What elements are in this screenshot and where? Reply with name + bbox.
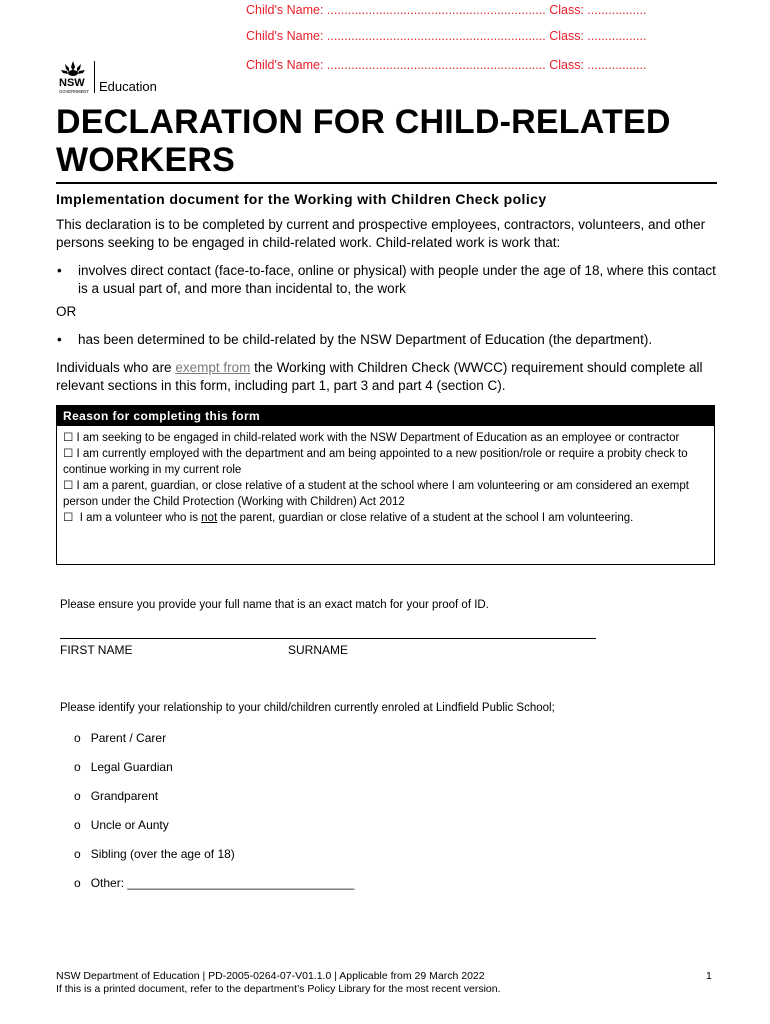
relationship-option-sibling[interactable]: o Sibling (over the age of 18) [74, 847, 235, 861]
relationship-prompt: Please identify your relationship to your child/children currently enroled at Lindfield Public School; [60, 702, 555, 714]
checkbox-icon[interactable]: ☐ [63, 480, 74, 492]
radio-circle-icon: o [74, 731, 81, 745]
title-divider [56, 182, 717, 184]
radio-circle-icon: o [74, 789, 81, 803]
relationship-option-other[interactable]: o Other: __________________________________ [74, 876, 355, 890]
reason-option-parent-guardian[interactable]: ☐ I am a parent, guardian, or close relative of a student at the school where I am volunteering or am considered an exempt person under the Child Protection (Working with Children) Act 2012 [63, 480, 689, 508]
bullet-marker: • [57, 263, 62, 278]
page-number: 1 [706, 970, 712, 982]
relationship-option-parent[interactable]: o Parent / Carer [74, 731, 167, 745]
checkbox-icon[interactable]: ☐ [63, 432, 74, 444]
relationship-option-uncle-aunty[interactable]: o Uncle or Aunty [74, 818, 169, 832]
reason-option-current-employee[interactable]: ☐ I am currently employed with the department and am being appointed to a new position/role or require a probity check to continue working in my current role [63, 448, 688, 476]
name-instruction: Please ensure you provide your full name that is an exact match for your proof of ID. [60, 599, 489, 611]
first-name-label: FIRST NAME [60, 643, 133, 657]
exempt-link[interactable]: exempt from [175, 360, 251, 375]
radio-circle-icon: o [74, 876, 81, 890]
child-name-line-1: Child's Name: ............................................................... Class: ................. [246, 3, 647, 17]
intro-paragraph: This declaration is to be completed by current and prospective employees, contractors, volunteers, and other persons seeking to be engaged in child-related work. Child-related work is work that: [56, 217, 706, 250]
logo-divider [94, 61, 95, 93]
footer-print-note: If this is a printed document, refer to the department’s Policy Library for the most recent version. [56, 983, 501, 995]
footer-doc-ref: NSW Department of Education | PD-2005-0264-07-V01.1.0 | Applicable from 29 March 2022 [56, 970, 485, 982]
svg-text:GOVERNMENT: GOVERNMENT [59, 89, 90, 94]
radio-circle-icon: o [74, 818, 81, 832]
or-text: OR [56, 304, 77, 319]
bullet-item-direct-contact: involves direct contact (face-to-face, online or physical) with people under the age of 18, where this contact is a usual part of, and more than incidental to, the work [78, 263, 716, 296]
radio-circle-icon: o [74, 760, 81, 774]
footer [56, 970, 501, 996]
page-subtitle: Implementation document for the Working with Children Check policy [56, 191, 547, 207]
logo-org-name: Education [99, 79, 157, 94]
reason-header: Reason for completing this form [57, 406, 714, 426]
exempt-paragraph: Individuals who are exempt from the Working with Children Check (WWCC) requirement should complete all relevant sections in this form, including part 1, part 3 and part 4 (section C). [56, 360, 703, 393]
surname-label: SURNAME [288, 643, 349, 657]
reason-option-employee[interactable]: ☐ I am seeking to be engaged in child-related work with the NSW Department of Education as an employee or contractor [63, 432, 680, 444]
waratah-icon [56, 59, 90, 95]
checkbox-icon[interactable]: ☐ [63, 512, 74, 524]
child-name-line-3: Child's Name: ............................................................... Class: ................. [246, 58, 647, 72]
relationship-option-guardian[interactable]: o Legal Guardian [74, 760, 173, 774]
relationship-option-grandparent[interactable]: o Grandparent [74, 789, 159, 803]
nsw-education-logo [56, 59, 166, 95]
child-name-line-2: Child's Name: ............................................................... Class: ................. [246, 29, 647, 43]
bullet-marker: • [57, 332, 62, 347]
radio-circle-icon: o [74, 847, 81, 861]
checkbox-icon[interactable]: ☐ [63, 448, 74, 460]
reason-option-volunteer[interactable]: ☐ I am a volunteer who is not the parent, guardian or close relative of a student at the school I am volunteering. [63, 512, 634, 524]
page-title: DECLARATION FOR CHILD-RELATED WORKERS [56, 103, 671, 179]
bullet-item-department: has been determined to be child-related by the NSW Department of Education (the department). [78, 332, 653, 347]
reason-box [56, 405, 715, 565]
svg-text:NSW: NSW [59, 77, 85, 89]
name-entry-line[interactable] [60, 638, 596, 639]
